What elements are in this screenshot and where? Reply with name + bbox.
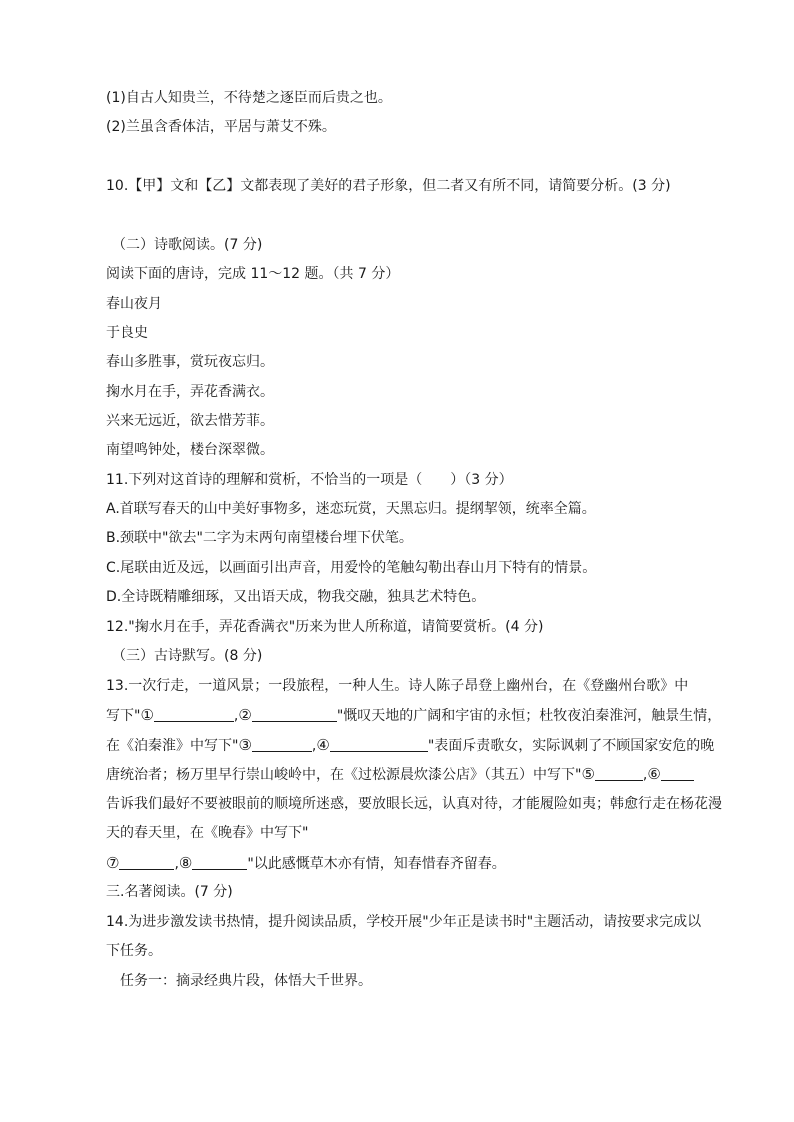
blank-marker-4: ④ bbox=[316, 736, 330, 754]
answer-line-2: (2)兰虽含香体洁，平居与萧艾不殊。 bbox=[106, 119, 336, 135]
fill-blank-3[interactable] bbox=[252, 736, 312, 752]
option-c: C.尾联由近及远，以画面引出声音，用爱怜的笔触勾勒出春山月下特有的情景。 bbox=[106, 560, 597, 576]
question-13-line-6: 天的春天里，在《晚春》中写下" bbox=[106, 825, 309, 841]
poem-title: 春山夜月 bbox=[106, 296, 162, 312]
question-13-line-1: 13.一次行走，一道风景；一段旅程，一种人生。诗人陈子昂登上幽州台，在《登幽州台歌》中 bbox=[106, 678, 689, 694]
option-a: A.首联写春天的山中美好事物多，迷恋玩赏，天黑忘归。提纲挈领，统率全篇。 bbox=[106, 501, 596, 517]
question-14-line-2: 下任务。 bbox=[106, 943, 162, 959]
blank-marker-8: ⑧ bbox=[178, 854, 193, 872]
question-12: 12."掬水月在手，弄花香满衣"历来为世人所称道，请简要赏析。(4 分) bbox=[106, 619, 544, 635]
poem-author: 于良史 bbox=[106, 325, 148, 341]
question-13-line-4: 唐统治者；杨万里早行崇山峻岭中，在《过松源晨炊漆公店》（其五）中写下"⑤ ,⑥ bbox=[106, 764, 724, 785]
fill-blank-5[interactable] bbox=[595, 765, 643, 781]
fill-blank-6[interactable] bbox=[661, 765, 694, 781]
answer-line-1: (1)自古人知贵兰，不待楚之逐臣而后贵之也。 bbox=[106, 90, 392, 106]
fill-blank-2[interactable] bbox=[252, 706, 337, 722]
fill-blank-8[interactable] bbox=[192, 854, 247, 870]
option-d: D.全诗既精雕细琢，又出语天成，物我交融，独具艺术特色。 bbox=[106, 589, 486, 605]
poem-line-3: 兴来无远近，欲去惜芳菲。 bbox=[106, 413, 274, 429]
section-heading-classics: 三.名著阅读。(7 分) bbox=[106, 884, 233, 900]
option-b: B.颈联中"欲去"二字为末两句南望楼台埋下伏笔。 bbox=[106, 530, 413, 546]
section-heading-recitation: （三）古诗默写。(8 分) bbox=[112, 648, 263, 664]
fill-blank-7[interactable] bbox=[119, 854, 174, 870]
section-heading-poetry: （二）诗歌阅读。(7 分) bbox=[112, 237, 263, 253]
blank-marker-7: ⑦ bbox=[106, 854, 120, 872]
question-13-line-3: 在《泊秦淮》中写下"③ ,④ "表面斥责歌女，实际讽刺了不顾国家安危的晚 bbox=[106, 736, 715, 754]
question-11: 11.下列对这首诗的理解和赏析，不恰当的一项是（ ）（3 分） bbox=[106, 472, 513, 488]
fill-blank-1[interactable] bbox=[154, 706, 234, 722]
poem-line-4: 南望鸣钟处，楼台深翠微。 bbox=[106, 442, 274, 458]
blank-marker-5: ⑤ bbox=[581, 765, 595, 783]
question-10: 10.【甲】文和【乙】文都表现了美好的君子形象，但二者又有所不同，请简要分析。(3 分) bbox=[106, 178, 671, 194]
blank-marker-6: ⑥ bbox=[647, 765, 661, 783]
task-one: 任务一：摘录经典片段，体悟大千世界。 bbox=[120, 973, 372, 989]
question-14-line-1: 14.为进步激发读书热情，提升阅读品质，学校开展"少年正是读书时"主题活动，请按要求完成以 bbox=[106, 914, 702, 930]
poem-line-1: 春山多胜事，赏玩夜忘归。 bbox=[106, 354, 274, 370]
poem-line-2: 掬水月在手，弄花香满衣。 bbox=[106, 384, 274, 400]
question-13-line-5: 告诉我们最好不要被眼前的顺境所迷惑，要放眼长远，认真对待，才能履险如夷；韩愈行走在杨花漫 bbox=[106, 796, 722, 812]
fill-blank-4[interactable] bbox=[330, 736, 428, 752]
poetry-instruction: 阅读下面的唐诗，完成 11～12 题。（共 7 分） bbox=[106, 266, 400, 282]
question-13-line-7: ⑦ ,⑧ "以此感慨草木亦有情，知春惜春齐留春。 bbox=[106, 854, 506, 872]
question-13-line-2: 写下"① ,② "慨叹天地的广阔和宇宙的永恒；杜牧夜泊秦淮河，触景生情， bbox=[106, 706, 722, 724]
blank-marker-2: ② bbox=[238, 706, 252, 724]
blank-marker-1: ① bbox=[140, 706, 154, 724]
blank-marker-3: ③ bbox=[238, 736, 252, 754]
